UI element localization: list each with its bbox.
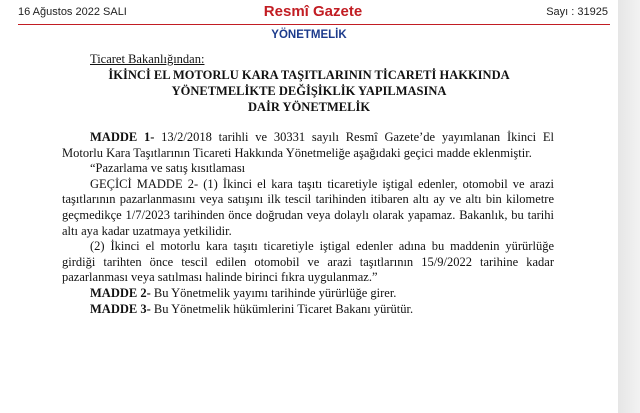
article-2-label: MADDE 2- [90, 285, 151, 300]
gazette-header [18, 3, 608, 23]
article-2 [62, 286, 554, 302]
regulation-title-line-3: DAİR YÖNETMELİK [247, 100, 371, 114]
regulation-title-line-1: İKİNCİ EL MOTORLU KARA TAŞITLARININ TİCARETİ HAKKINDA [108, 68, 510, 82]
article-1 [62, 130, 554, 161]
article-3-label: MADDE 3- [90, 301, 151, 316]
header-divider [18, 24, 610, 25]
article-3 [62, 302, 554, 318]
article-3-text: Bu Yönetmelik hükümlerini Ticaret Bakanı yürütür. [150, 301, 414, 316]
issue-date: 16 Ağustos 2022 SALI [18, 6, 127, 18]
regulation-title-line-2: YÖNETMELİKTE DEĞİŞİKLİK YAPILMASINA [171, 84, 447, 98]
quote-heading: “Pazarlama ve satış kısıtlaması [90, 161, 246, 176]
viewer-background [618, 0, 640, 413]
issue-number: Sayı : 31925 [546, 6, 608, 18]
regulation-body [62, 130, 554, 317]
temporary-article-paragraph-2: (2) İkinci el motorlu kara taşıtı ticaretiyle iştigal edenler adına bu maddenin yürürlüğe girdiği tarihten önce tescil edilen otomobil ve arazi taşıtlarının 15/9/2022 tarihine kadar pazarlanması veya satılması halinde birinci fıkra uygulanmaz.” [62, 239, 554, 285]
article-1-label: MADDE 1- [90, 130, 155, 144]
gazette-title: Resmî Gazete [263, 3, 363, 20]
article-1-text: 13/2/2018 tarihli ve 30331 sayılı Resmî Gazete’de yayımlanan İkinci El Motorlu Kara Taşıtlarının Ticareti Hakkında Yönetmeliğe aşağıdaki geçici madde eklenmiştir. [62, 130, 554, 160]
regulation-title [0, 67, 618, 115]
ministry-name: Ticaret Bakanlığından: [90, 52, 205, 66]
article-2-text: Bu Yönetmelik yayımı tarihinde yürürlüğe girer. [150, 285, 397, 300]
section-heading: YÖNETMELİK [271, 29, 347, 41]
temporary-article-2: GEÇİCİ MADDE 2- (1) İkinci el kara taşıtı ticaretiyle iştigal edenler, otomobil ve arazi taşıtlarının pazarlanmasını veya satışını ilk tescil tarihinden itibaren altı ay ve altı bin kilometre geçmedikçe 1/7/2023 tarihinden önce doğrudan veya dolaylı olarak yapamaz. Bakanlık, bu tarihi altı aya kadar uzatmaya yetkilidir. [62, 176, 554, 238]
